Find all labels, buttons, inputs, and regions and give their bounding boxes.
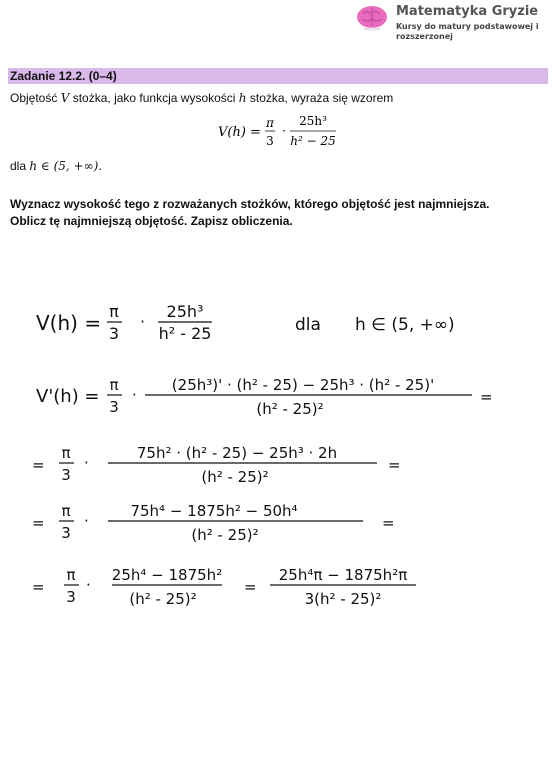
hw5-dot: · xyxy=(86,576,91,594)
hw5-den2: 3(h² - 25)² xyxy=(304,590,382,608)
hw4-pi: π xyxy=(61,502,71,520)
instruction-line-2: Oblicz tę najmniejszą objętość. Zapisz obliczenia. xyxy=(10,214,293,228)
volume-formula xyxy=(218,112,368,152)
formula-denominator: h² − 25 xyxy=(290,134,336,148)
formula-lhs: V(h) = xyxy=(218,125,261,140)
intro-prefix: Objętość xyxy=(10,91,58,105)
brand-tagline: Kursy do matury podstawowej i rozszerzonej xyxy=(396,22,539,41)
hw3-lead: = xyxy=(32,456,45,474)
hw2-den: (h² - 25)² xyxy=(256,400,324,418)
intro-mid: stożka, jako funkcja wysokości xyxy=(72,91,236,105)
brand-name: Matematyka Gryzie xyxy=(396,4,539,19)
hw4-eq: = xyxy=(382,514,395,532)
task-title: Zadanie 12.2. (0–4) xyxy=(10,69,117,83)
var-V: V xyxy=(60,91,70,105)
hw1-pi: π xyxy=(109,302,119,321)
hw3-eq: = xyxy=(388,456,401,474)
hw2-pi: π xyxy=(109,376,119,394)
hw3-dot: · xyxy=(84,454,89,472)
task-intro xyxy=(10,91,393,105)
hw3-num: 75h² · (h² - 25) − 25h³ · 2h xyxy=(136,444,338,462)
hw1-dot: · xyxy=(140,312,146,331)
formula-three: 3 xyxy=(266,134,274,148)
hw5-pi: π xyxy=(66,566,76,584)
hw1-num: 25h³ xyxy=(166,302,204,321)
hw1-dla: dla xyxy=(295,315,321,335)
hw1-three: 3 xyxy=(108,324,120,343)
hw2-lhs: V'(h) = xyxy=(36,386,100,407)
task-domain xyxy=(10,159,102,173)
task-instruction xyxy=(10,196,545,230)
hw1-domain: h ∈ (5, +∞) xyxy=(355,315,455,335)
hw5-den: (h² - 25)² xyxy=(129,590,197,608)
hw4-num: 75h⁴ − 1875h² − 50h⁴ xyxy=(130,502,298,520)
formula-dot: · xyxy=(282,124,286,138)
hw-line-2 xyxy=(36,376,493,418)
handwritten-solution xyxy=(0,280,552,620)
formula-numerator: 25h³ xyxy=(299,114,327,128)
hw4-den: (h² - 25)² xyxy=(191,526,259,544)
hw2-dot: · xyxy=(132,386,137,404)
var-h: h xyxy=(238,91,247,105)
task-title-bar xyxy=(8,68,548,84)
hw-line-5 xyxy=(32,566,416,608)
domain-prefix: dla xyxy=(10,159,27,173)
brain-icon xyxy=(355,4,389,32)
hw2-three: 3 xyxy=(109,398,119,416)
hw1-den: h² - 25 xyxy=(158,324,212,343)
brand-header xyxy=(352,0,552,44)
hw1-lhs: V(h) = xyxy=(36,311,102,335)
hw5-lead: = xyxy=(32,578,45,596)
hw3-den: (h² - 25)² xyxy=(201,468,269,486)
intro-suffix: stożka, wyraża się wzorem xyxy=(249,91,394,105)
hw-line-4 xyxy=(32,502,395,544)
hw-line-3 xyxy=(32,444,401,486)
hw3-pi: π xyxy=(61,444,71,462)
domain-math: h ∈ (5, +∞). xyxy=(29,159,103,173)
hw4-three: 3 xyxy=(61,524,71,542)
hw5-eq: = xyxy=(244,578,257,596)
hw-line-1 xyxy=(36,302,455,343)
hw5-num2: 25h⁴π − 1875h²π xyxy=(278,566,408,584)
instruction-line-1: Wyznacz wysokość tego z rozważanych stożków, którego objętość jest najmniejsza. xyxy=(10,197,490,211)
hw5-num: 25h⁴ − 1875h² xyxy=(111,566,223,584)
hw4-dot: · xyxy=(84,512,89,530)
formula-pi: π xyxy=(266,116,274,130)
hw5-three: 3 xyxy=(66,588,76,606)
hw3-three: 3 xyxy=(61,466,71,484)
hw4-lead: = xyxy=(32,514,45,532)
hw2-eq: = xyxy=(480,388,493,406)
hw2-num: (25h³)' · (h² - 25) − 25h³ · (h² - 25)' xyxy=(171,376,435,394)
